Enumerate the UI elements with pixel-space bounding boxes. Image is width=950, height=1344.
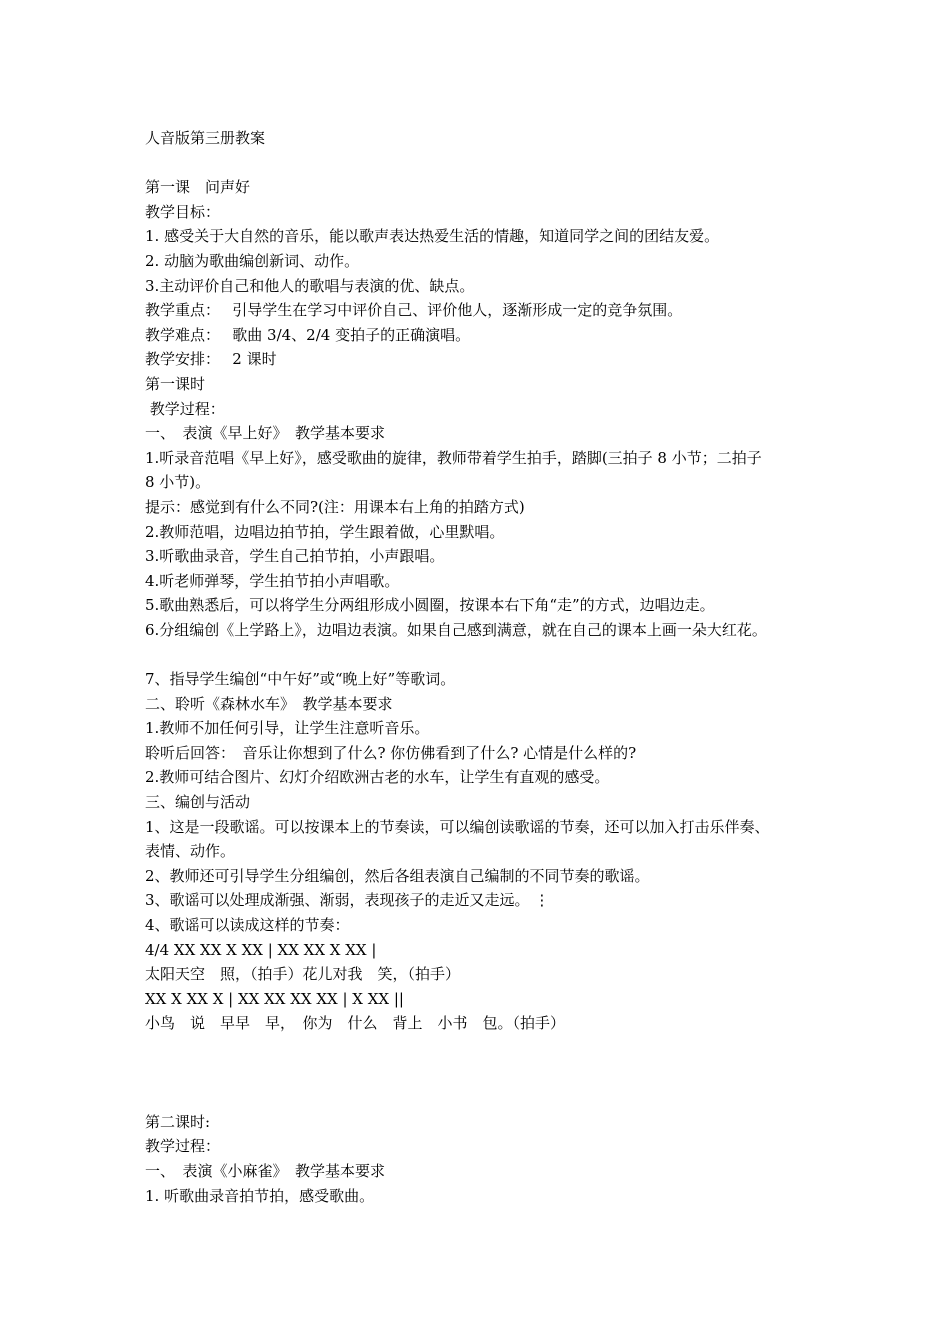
lyrics-line: 太阳天空 照，（拍手）花儿对我 笑，（拍手） — [145, 965, 461, 984]
period-heading: 第二课时: — [145, 1112, 211, 1131]
blank-gap — [145, 1036, 835, 1110]
period-heading: 第一课时 — [145, 374, 206, 393]
list-item: 7、指导学生编创“中午好”或“晚上好”等歌词。 — [145, 670, 456, 689]
process-label: 教学过程： — [145, 399, 225, 418]
rhythm-line: XX X XX X | XX XX XX XX | X XX || — [145, 989, 404, 1008]
list-item: 6.分组编创《上学路上》，边唱边表演。如果自己感到满意，就在自己的课本上画一朵大红花。 — [145, 620, 767, 639]
list-item: 5.歌曲熟悉后，可以将学生分两组形成小圆圈，按课本右下角“走”的方式，边唱边走。 — [145, 596, 715, 615]
lesson-heading: 第一课 问声好 — [145, 178, 251, 197]
list-item: 1、这是一段歌谣。可以按课本上的节奏读，可以编创读歌谣的节奏，还可以加入打击乐伴奏、 — [145, 817, 770, 836]
list-item-continuation: 表情、动作。 — [145, 842, 236, 861]
goal-item: 2. 动脑为歌曲编创新词、动作。 — [145, 251, 360, 270]
list-item: 2.教师可结合图片、幻灯介绍欧洲古老的水车，让学生有直观的感受。 — [145, 768, 610, 787]
blank-line — [145, 642, 835, 667]
difficulty: 教学难点： 歌曲 3/4、2/4 变拍子的正确演唱。 — [145, 325, 471, 344]
goals-label: 教学目标： — [145, 202, 221, 221]
rhythm-line: 4/4 XX XX X XX | XX XX X XX | — [145, 940, 377, 959]
arrangement: 教学安排： 2 课时 — [145, 350, 277, 369]
list-item: 1.教师不加任何引导，让学生注意听音乐。 — [145, 719, 430, 738]
goal-item: 1. 感受关于大自然的音乐，能以歌声表达热爱生活的情趣，知道同学之间的团结友爱。 — [145, 227, 720, 246]
list-item: 2.教师范唱，边唱边拍节拍，学生跟着做，心里默唱。 — [145, 522, 505, 541]
list-item: 1. 听歌曲录音拍节拍，感受歌曲。 — [145, 1186, 375, 1205]
list-item: 3.听歌曲录音，学生自己拍节拍，小声跟唱。 — [145, 547, 445, 566]
list-item-continuation: 8 小节)。 — [145, 473, 211, 492]
section-heading: 二、聆听《森林水车》 教学基本要求 — [145, 694, 393, 713]
list-item: 2、教师还可引导学生分组编创，然后各组表演自己编制的不同节奏的歌谣。 — [145, 866, 650, 885]
document-page — [145, 126, 835, 1208]
process-label: 教学过程： — [145, 1137, 221, 1156]
goal-item: 3.主动评价自己和他人的歌唱与表演的优、缺点。 — [145, 276, 475, 295]
document-title: 人音版第三册教案 — [145, 129, 266, 147]
list-item: 1.听录音范唱《早上好》，感受歌曲的旋律，教师带着学生拍手，踏脚(三拍子 8 小节；二拍子 — [145, 448, 762, 467]
section-heading: 一、 表演《小麻雀》 教学基本要求 — [145, 1161, 386, 1180]
lyrics-line: 小鸟 说 早早 早， 你为 什么 背上 小书 包。（拍手） — [145, 1014, 566, 1033]
hint-text: 提示：感觉到有什么不同?(注：用课本右上角的拍踏方式) — [145, 497, 525, 516]
section-heading: 三、编创与活动 — [145, 793, 251, 812]
answer-text: 聆听后回答： 音乐让你想到了什么? 你仿佛看到了什么? 心情是什么样的? — [145, 743, 637, 762]
list-item: 4.听老师弹琴，学生拍节拍小声唱歌。 — [145, 571, 400, 590]
list-item: 4、歌谣可以读成这样的节奏： — [145, 916, 350, 934]
key-point: 教学重点： 引导学生在学习中评价自己、评价他人，逐渐形成一定的竞争氛围。 — [145, 301, 683, 320]
section-heading: 一、 表演《早上好》 教学基本要求 — [145, 424, 386, 443]
list-item: 3、歌谣可以处理成渐强、渐弱，表现孩子的走近又走远。 ⋮ — [145, 891, 550, 910]
